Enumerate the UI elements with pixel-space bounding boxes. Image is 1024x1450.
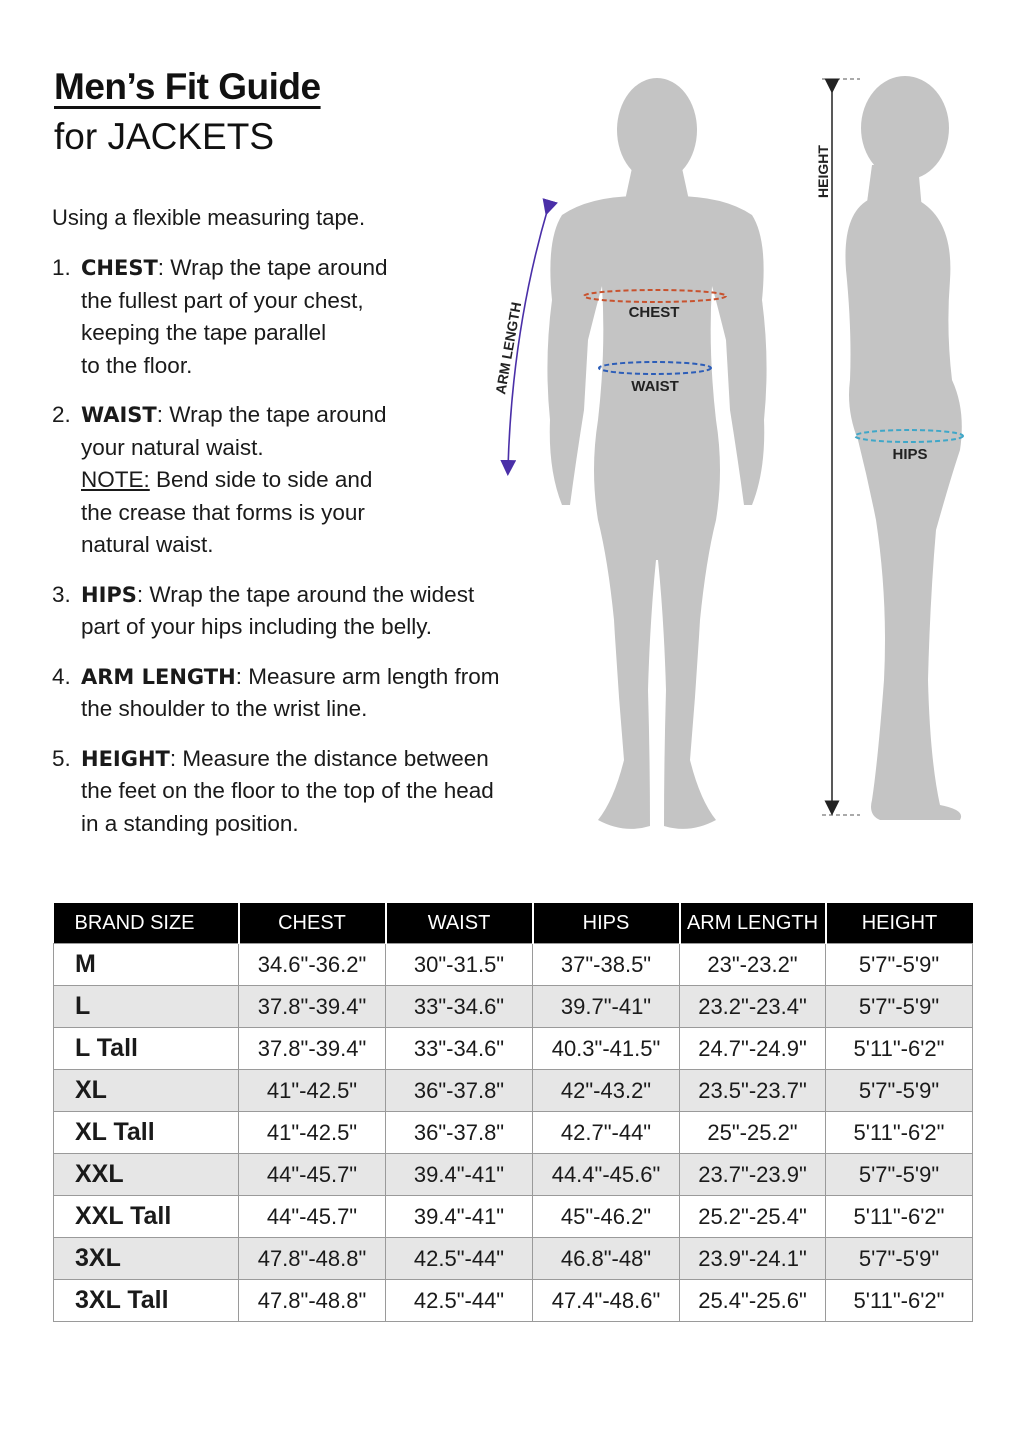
waist-cell: 30"-31.5": [386, 944, 533, 986]
waist-cell: 39.4"-41": [386, 1154, 533, 1196]
hips-cell: 44.4"-45.6": [533, 1154, 680, 1196]
chest-cell: 37.8"-39.4": [239, 986, 386, 1028]
table-row: [54, 1070, 973, 1112]
front-silhouette: [547, 78, 766, 829]
step-text-line: in a standing position.: [81, 810, 299, 836]
step-text-line: : Wrap the tape around the widest: [136, 581, 475, 607]
table-row: [54, 1238, 973, 1280]
arm-length-cell: 25.2"-25.4": [680, 1196, 826, 1238]
step-number: 3.: [52, 581, 71, 607]
step-number: 1.: [52, 255, 71, 280]
note-label: NOTE:: [81, 467, 150, 492]
size-cell: XXL: [54, 1154, 239, 1196]
height-cell: 5'7"-5'9": [826, 986, 973, 1028]
arm-length-cell: 25.4"-25.6": [680, 1280, 826, 1322]
hips-cell: 42.7"-44": [533, 1112, 680, 1154]
step-text-line: your natural waist.: [81, 434, 264, 460]
step-text-line: the feet on the floor to the top of the head: [81, 778, 494, 803]
chest-cell: 34.6"-36.2": [239, 944, 386, 986]
step-text-line: natural waist.: [81, 532, 214, 557]
chest-cell: 41"-42.5": [239, 1070, 386, 1112]
table-row: [54, 1154, 973, 1196]
chest-cell: 44"-45.7": [239, 1196, 386, 1238]
table-row: [54, 944, 973, 986]
intro-text: Using a flexible measuring tape.: [52, 205, 366, 230]
step-number: 4.: [52, 663, 71, 689]
step-key: ARM LENGTH: [81, 664, 236, 689]
size-cell: XL Tall: [54, 1112, 239, 1154]
step-text-line: the crease that forms is your: [81, 499, 365, 525]
body-measurement-figure: [480, 70, 1000, 850]
step-text-line: : Measure the distance between: [169, 745, 489, 771]
height-cell: 5'7"-5'9": [826, 944, 973, 986]
step-text-line: : Wrap the tape around: [156, 402, 387, 427]
height-cell: 5'7"-5'9": [826, 1238, 973, 1280]
size-cell: XXL Tall: [54, 1196, 239, 1238]
step-text-line: the fullest part of your chest,: [81, 287, 364, 313]
hips-cell: 42"-43.2": [533, 1070, 680, 1112]
size-cell: 3XL Tall: [54, 1280, 239, 1322]
arm-length-cell: 23"-23.2": [680, 944, 826, 986]
column-header-arm-length: ARM LENGTH: [680, 903, 826, 944]
table-row: [54, 1196, 973, 1238]
height-cell: 5'11"-6'2": [826, 1196, 973, 1238]
chest-cell: 41"-42.5": [239, 1112, 386, 1154]
body-silhouettes: [480, 70, 1000, 850]
step-text-line: Bend side to side and: [149, 467, 373, 492]
table-header-row: [54, 903, 973, 944]
step-key: WAIST: [81, 403, 157, 427]
chest-cell: 44"-45.7": [239, 1154, 386, 1196]
hips-label: HIPS: [892, 446, 928, 463]
chest-label: CHEST: [628, 304, 680, 321]
size-cell: 3XL: [54, 1238, 239, 1280]
arm-length-cell: 25"-25.2": [680, 1112, 826, 1154]
column-header-brand-size: BRAND SIZE: [54, 903, 239, 944]
hips-cell: 47.4"-48.6": [533, 1280, 680, 1322]
column-header-hips: HIPS: [533, 903, 680, 944]
height-cell: 5'11"-6'2": [826, 1280, 973, 1322]
height-label: HEIGHT: [815, 145, 831, 198]
hips-cell: 45"-46.2": [533, 1196, 680, 1238]
size-cell: L: [54, 986, 239, 1028]
waist-cell: 36"-37.8": [386, 1070, 533, 1112]
height-cell: 5'7"-5'9": [826, 1154, 973, 1196]
waist-cell: 39.4"-41": [386, 1196, 533, 1238]
size-cell: M: [54, 944, 239, 986]
hips-cell: 40.3"-41.5": [533, 1028, 680, 1070]
arm-length-cell: 23.2"-23.4": [680, 986, 826, 1028]
size-chart-table: [53, 903, 973, 1322]
step-text-line: part of your hips including the belly.: [81, 614, 433, 639]
table-row: [54, 1112, 973, 1154]
waist-label: WAIST: [631, 378, 679, 395]
arm-length-cell: 23.9"-24.1": [680, 1238, 826, 1280]
height-cell: 5'11"-6'2": [826, 1028, 973, 1070]
column-header-waist: WAIST: [386, 903, 533, 944]
chest-cell: 47.8"-48.8": [239, 1280, 386, 1322]
arm-length-cell: 23.5"-23.7": [680, 1070, 826, 1112]
step-key: HEIGHT: [81, 746, 170, 771]
waist-cell: 42.5"-44": [386, 1280, 533, 1322]
hips-cell: 46.8"-48": [533, 1238, 680, 1280]
height-cell: 5'11"-6'2": [826, 1112, 973, 1154]
waist-cell: 33"-34.6": [386, 1028, 533, 1070]
column-header-height: HEIGHT: [826, 903, 973, 944]
page-subtitle: for JACKETS: [54, 116, 274, 157]
column-header-chest: CHEST: [239, 903, 386, 944]
chest-cell: 47.8"-48.8": [239, 1238, 386, 1280]
step-text-line: keeping the tape parallel: [81, 320, 327, 345]
step-text-line: to the floor.: [81, 352, 193, 378]
waist-cell: 36"-37.8": [386, 1112, 533, 1154]
table-row: [54, 1280, 973, 1322]
arm-length-cell: 23.7"-23.9": [680, 1154, 826, 1196]
arm-length-cell: 24.7"-24.9": [680, 1028, 826, 1070]
step-text-line: the shoulder to the wrist line.: [81, 696, 368, 721]
hips-cell: 39.7"-41": [533, 986, 680, 1028]
step-number: 2.: [52, 402, 71, 427]
hips-cell: 37"-38.5": [533, 944, 680, 986]
step-key: HIPS: [81, 582, 137, 607]
step-text-line: : Wrap the tape around: [157, 255, 388, 280]
page-title: Men’s Fit Guide: [54, 66, 321, 107]
waist-cell: 33"-34.6": [386, 986, 533, 1028]
table-row: [54, 986, 973, 1028]
size-cell: XL: [54, 1070, 239, 1112]
size-cell: L Tall: [54, 1028, 239, 1070]
waist-cell: 42.5"-44": [386, 1238, 533, 1280]
arm-length-label: ARM LENGTH: [492, 300, 525, 396]
table-row: [54, 1028, 973, 1070]
step-number: 5.: [52, 745, 71, 771]
height-cell: 5'7"-5'9": [826, 1070, 973, 1112]
step-key: CHEST: [81, 256, 158, 280]
step-text-line: : Measure arm length from: [235, 663, 500, 689]
chest-cell: 37.8"-39.4": [239, 1028, 386, 1070]
